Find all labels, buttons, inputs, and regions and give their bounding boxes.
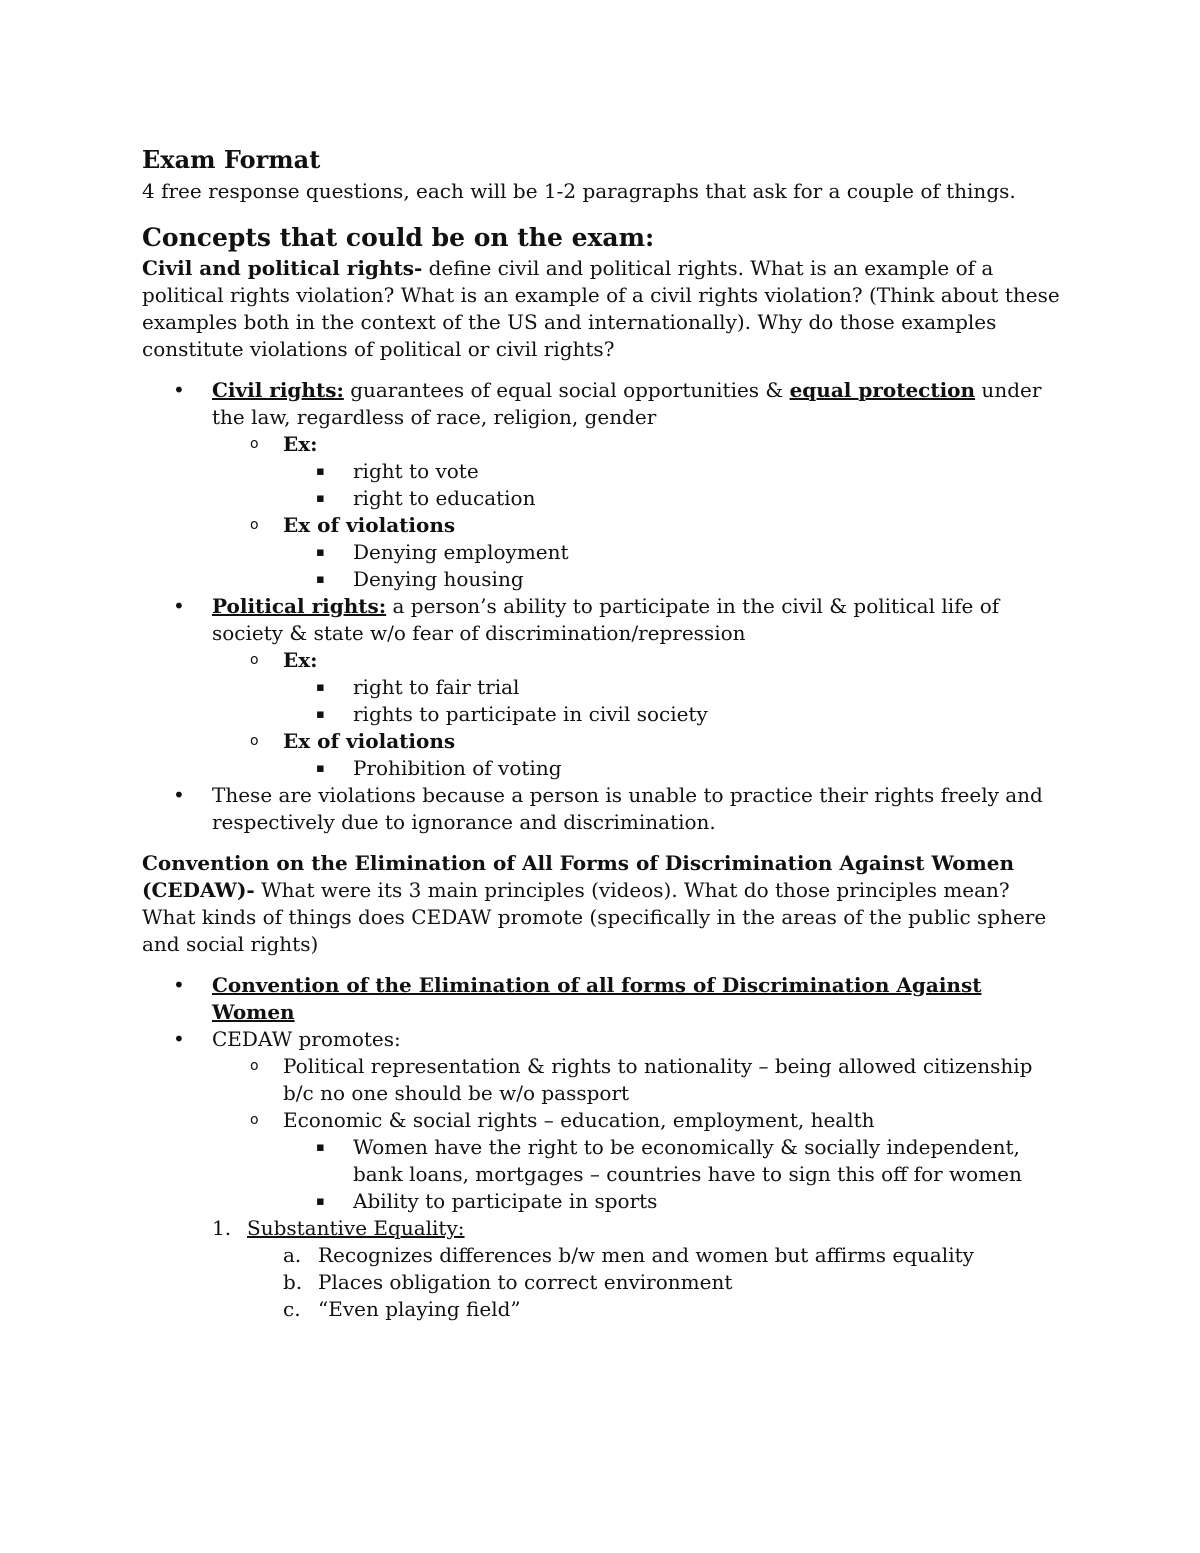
exam-format-heading: Exam Format — [142, 145, 321, 174]
political-rights-text: a person’s ability to participate in the civil & political life of society & state w/o fear of discrimination/repression — [212, 594, 1000, 645]
square-bullet-icon: ▪ — [316, 1140, 325, 1155]
cedaw-promote-detail-text: Ability to participate in sports — [353, 1189, 658, 1213]
principles-list — [142, 1215, 1062, 1323]
civil-example-text: right to education — [353, 486, 536, 510]
political-rights-item — [142, 593, 1062, 647]
cedaw-promote-item — [142, 1053, 1062, 1107]
equal-protection-term: equal protection — [789, 378, 976, 402]
square-bullet-icon: ▪ — [316, 572, 325, 587]
circle-bullet-icon: o — [250, 652, 259, 668]
cedaw-full-name: Convention of the Elimination of all forms of Discrimination Against Women — [212, 973, 982, 1024]
principle-subitem-text: “Even playing field” — [318, 1297, 521, 1321]
political-example — [142, 701, 1062, 728]
political-example-text: right to fair trial — [353, 675, 520, 699]
political-violations-item — [142, 728, 1062, 755]
principle-subitem — [142, 1296, 1062, 1323]
cedaw-promote-detail — [142, 1188, 1062, 1215]
square-bullet-icon: ▪ — [316, 464, 325, 479]
cedaw-promote-detail — [142, 1134, 1062, 1188]
circle-bullet-icon: o — [250, 1058, 259, 1074]
principle-number: 1. — [212, 1216, 232, 1240]
principle-subitem-letter: c. — [283, 1297, 301, 1321]
square-bullet-icon: ▪ — [316, 707, 325, 722]
cedaw-prompt: What were its 3 main principles (videos). What do those principles mean? What kinds of things does CEDAW promote (specifically in the areas of the public sphere and social rights) — [142, 878, 1047, 956]
civil-example — [142, 458, 1062, 485]
cedaw-list — [142, 972, 1062, 1215]
bullet-icon: • — [173, 783, 185, 807]
cedaw-promotes-item — [142, 1026, 1062, 1053]
political-example — [142, 674, 1062, 701]
square-bullet-icon: ▪ — [316, 761, 325, 776]
cedaw-term: Convention on the Elimination of All Forms of Discrimination Against Women (CEDAW)- — [142, 851, 1015, 902]
rights-list — [142, 377, 1062, 836]
circle-bullet-icon: o — [250, 436, 259, 452]
political-ex-item — [142, 647, 1062, 674]
cedaw-promote-text: Political representation & rights to nationality – being allowed citizenship b/c no one should be w/o passport — [283, 1054, 1033, 1105]
violations-note-item — [142, 782, 1062, 836]
circle-bullet-icon: o — [250, 733, 259, 749]
principle-subitem — [142, 1269, 1062, 1296]
bullet-icon: • — [173, 378, 185, 402]
civil-rights-text-after: under the law, regardless of race, religion, gender — [212, 378, 1042, 429]
concepts-heading: Concepts that could be on the exam: — [142, 223, 655, 252]
civil-political-prompt: define civil and political rights. What is an example of a political rights violation? What is an example of a civil rights violation? (Think about these examples both in the context of the US and internationally). Why do those examples constitute violations of political or civil rights? — [142, 256, 1060, 361]
cedaw-paragraph — [142, 850, 1062, 958]
political-violation-text: Prohibition of voting — [353, 756, 562, 780]
cedaw-full-name-item — [142, 972, 1062, 1026]
square-bullet-icon: ▪ — [316, 680, 325, 695]
civil-rights-term: Civil rights: — [212, 378, 344, 402]
principle-subitem-letter: b. — [283, 1270, 303, 1294]
cedaw-promotes-label: CEDAW promotes: — [212, 1027, 401, 1051]
cedaw-promote-detail-text: Women have the right to be economically & socially independent, bank loans, mortgages – countries have to sign this off for women — [353, 1135, 1022, 1186]
civil-example — [142, 485, 1062, 512]
bullet-icon: • — [173, 1027, 185, 1051]
principle-subitem-text: Places obligation to correct environment — [318, 1270, 733, 1294]
civil-violation-text: Denying employment — [353, 540, 569, 564]
violations-note-text: These are violations because a person is unable to practice their rights freely and respectively due to ignorance and discrimination. — [212, 783, 1043, 834]
document-body — [142, 142, 1062, 1323]
civil-violation — [142, 539, 1062, 566]
bullet-icon: • — [173, 594, 185, 618]
principle-item — [142, 1215, 1062, 1242]
principle-subitem — [142, 1242, 1062, 1269]
political-violations-label: Ex of violations — [283, 729, 456, 753]
exam-format-text: 4 free response questions, each will be 1-2 paragraphs that ask for a couple of things. — [142, 179, 1016, 203]
civil-violations-label: Ex of violations — [283, 513, 456, 537]
civil-political-term: Civil and political rights- — [142, 256, 423, 280]
square-bullet-icon: ▪ — [316, 545, 325, 560]
principle-title: Substantive Equality: — [247, 1216, 465, 1240]
square-bullet-icon: ▪ — [316, 1194, 325, 1209]
political-violation — [142, 755, 1062, 782]
civil-political-paragraph — [142, 255, 1062, 363]
cedaw-promote-item — [142, 1107, 1062, 1134]
cedaw-promote-text: Economic & social rights – education, employment, health — [283, 1108, 875, 1132]
principle-subitem-text: Recognizes differences b/w men and women but affirms equality — [318, 1243, 974, 1267]
civil-rights-text-before: guarantees of equal social opportunities & — [343, 378, 790, 402]
civil-violations-item — [142, 512, 1062, 539]
civil-rights-item — [142, 377, 1062, 431]
political-ex-label: Ex: — [283, 648, 318, 672]
bullet-icon: • — [173, 973, 185, 997]
political-example-text: rights to participate in civil society — [353, 702, 708, 726]
civil-ex-label: Ex: — [283, 432, 318, 456]
square-bullet-icon: ▪ — [316, 491, 325, 506]
civil-violation — [142, 566, 1062, 593]
civil-violation-text: Denying housing — [353, 567, 524, 591]
civil-ex-item — [142, 431, 1062, 458]
civil-example-text: right to vote — [353, 459, 479, 483]
principle-subitem-letter: a. — [283, 1243, 302, 1267]
political-rights-term: Political rights: — [212, 594, 387, 618]
circle-bullet-icon: o — [250, 1112, 259, 1128]
circle-bullet-icon: o — [250, 517, 259, 533]
